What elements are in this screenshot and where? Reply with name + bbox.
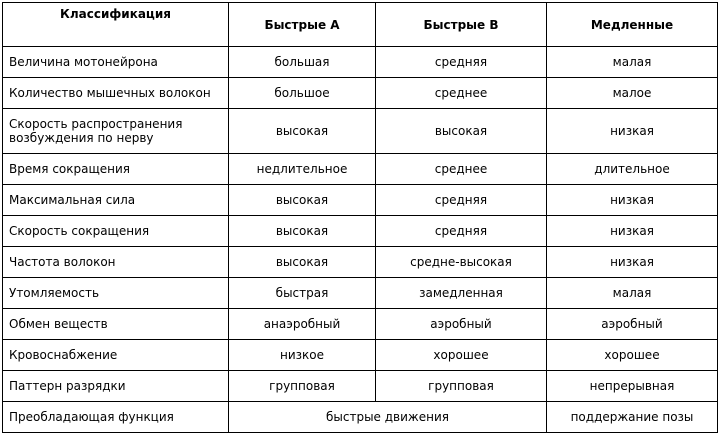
cell-slow: аэробный: [547, 309, 718, 340]
table-row-predominant-function: [3, 402, 718, 433]
cell-fast-a: большое: [229, 78, 376, 109]
row-label: Скорость сокращения: [3, 216, 229, 247]
row-label: Частота волокон: [3, 247, 229, 278]
table-row: [3, 109, 718, 154]
cell-slow: низкая: [547, 185, 718, 216]
cell-fast-b: высокая: [376, 109, 547, 154]
cell-slow: хорошее: [547, 340, 718, 371]
cell-fast-b: средняя: [376, 185, 547, 216]
cell-fast-b: аэробный: [376, 309, 547, 340]
row-label: Паттерн разрядки: [3, 371, 229, 402]
row-label: Максимальная сила: [3, 185, 229, 216]
cell-slow: низкая: [547, 109, 718, 154]
cell-slow: малая: [547, 47, 718, 78]
row-label: Количество мышечных волокон: [3, 78, 229, 109]
header-classification: Классификация: [3, 3, 229, 47]
cell-fast-b: среднее: [376, 154, 547, 185]
cell-fast-a: анаэробный: [229, 309, 376, 340]
cell-fast-b: хорошее: [376, 340, 547, 371]
cell-fast-a: быстрая: [229, 278, 376, 309]
row-label: Величина мотонейрона: [3, 47, 229, 78]
table-row: [3, 78, 718, 109]
row-label: Утомляемость: [3, 278, 229, 309]
cell-slow: малая: [547, 278, 718, 309]
cell-slow: поддержание позы: [547, 402, 718, 433]
cell-fast-a: высокая: [229, 247, 376, 278]
table-row: [3, 309, 718, 340]
cell-fast-a: низкое: [229, 340, 376, 371]
cell-fast-a: высокая: [229, 216, 376, 247]
cell-slow: непрерывная: [547, 371, 718, 402]
cell-slow: низкая: [547, 247, 718, 278]
cell-slow: низкая: [547, 216, 718, 247]
cell-fast-b: групповая: [376, 371, 547, 402]
row-label: Преобладающая функция: [3, 402, 229, 433]
table-header-row: [3, 3, 718, 47]
row-label: Кровоснабжение: [3, 340, 229, 371]
row-label: Время сокращения: [3, 154, 229, 185]
cell-fast-b: средняя: [376, 47, 547, 78]
cell-fast-a: высокая: [229, 185, 376, 216]
table-row: [3, 340, 718, 371]
cell-fast-b: замедленная: [376, 278, 547, 309]
cell-fast-b: средняя: [376, 216, 547, 247]
table-row: [3, 247, 718, 278]
table-row: [3, 185, 718, 216]
header-fast-a: Быстрые А: [229, 3, 376, 47]
table-row: [3, 154, 718, 185]
muscle-fiber-classification-table: [2, 2, 718, 433]
cell-fast-a: недлительное: [229, 154, 376, 185]
row-label: Скорость распространения возбуждения по нерву: [3, 109, 229, 154]
table-row: [3, 278, 718, 309]
cell-fast-a: групповая: [229, 371, 376, 402]
cell-fast-b: среднее: [376, 78, 547, 109]
cell-fast-a: высокая: [229, 109, 376, 154]
header-fast-b: Быстрые В: [376, 3, 547, 47]
table-row: [3, 216, 718, 247]
row-label: Обмен веществ: [3, 309, 229, 340]
cell-fast-a: большая: [229, 47, 376, 78]
header-slow: Медленные: [547, 3, 718, 47]
cell-slow: малое: [547, 78, 718, 109]
cell-slow: длительное: [547, 154, 718, 185]
cell-fast-merged: быстрые движения: [229, 402, 547, 433]
cell-fast-b: средне-высокая: [376, 247, 547, 278]
table-row: [3, 47, 718, 78]
table-row: [3, 371, 718, 402]
